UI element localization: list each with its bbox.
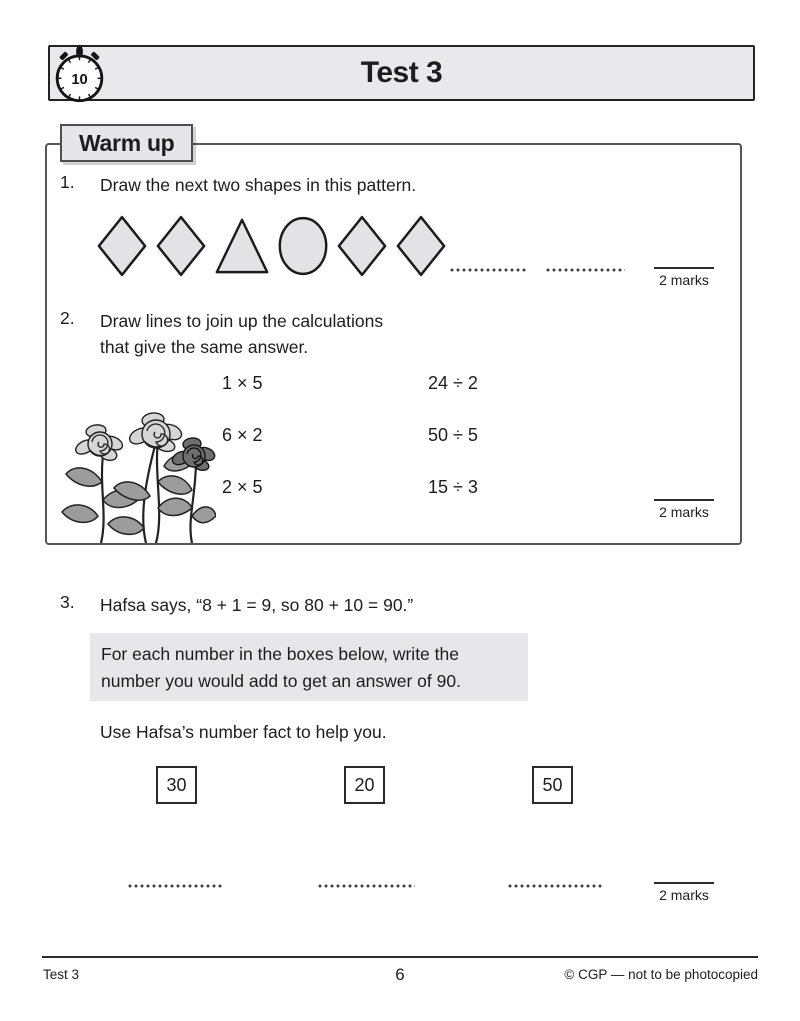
answer-dotted-line: [128, 884, 224, 888]
q1-marks: [654, 267, 714, 288]
calc-expression: 50 ÷ 5: [428, 425, 478, 445]
q2-marks: [654, 499, 714, 520]
roses-illustration: [46, 404, 216, 543]
calc-expression: 24 ÷ 2: [428, 373, 478, 393]
question-2-text-line1: Draw lines to join up the calculations: [100, 311, 384, 331]
calc-expression: 6 × 2: [222, 425, 263, 445]
calc-left-column: [222, 373, 263, 529]
highlight-line1: For each number in the boxes below, write the: [101, 644, 459, 664]
answer-dotted-line: [508, 884, 604, 888]
marks-line: [654, 267, 714, 269]
diamond-shape: [155, 214, 207, 278]
number-box: 50: [532, 766, 573, 804]
marks-text: 2 marks: [659, 887, 709, 903]
calc-expression: 2 × 5: [222, 477, 263, 497]
footer-test-name: Test 3: [43, 967, 80, 982]
marks-line: [654, 882, 714, 884]
question-1-number: 1.: [60, 172, 75, 192]
page-title: Test 3: [360, 56, 443, 89]
q3-marks: [654, 882, 714, 903]
question-2-number: 2.: [60, 308, 75, 328]
question-3-intro: Hafsa says, “8 + 1 = 9, so 80 + 10 = 90.”: [100, 595, 414, 615]
answer-dotted-line: [546, 268, 625, 272]
triangle-shape: [214, 216, 270, 276]
calc-expression: 1 × 5: [222, 373, 263, 393]
answer-dotted-line: [450, 268, 528, 272]
question-3-number: 3.: [60, 592, 75, 612]
header-bar: [48, 45, 755, 101]
footer-copyright: © CGP — not to be photocopied: [564, 967, 758, 982]
marks-text: 2 marks: [659, 504, 709, 520]
footer-divider: [42, 956, 758, 958]
question-2-text-line2: that give the same answer.: [100, 337, 309, 357]
warm-up-label: Warm up: [60, 124, 193, 162]
question-3-highlight: [90, 633, 528, 701]
number-box: 30: [156, 766, 197, 804]
diamond-shape: [96, 214, 148, 278]
question-3-hint: Use Hafsa’s number fact to help you.: [100, 722, 387, 742]
answer-dotted-line: [318, 884, 415, 888]
question-2-text: [100, 308, 383, 360]
calc-expression: 15 ÷ 3: [428, 477, 478, 497]
marks-line: [654, 499, 714, 501]
number-box: 20: [344, 766, 385, 804]
marks-text: 2 marks: [659, 272, 709, 288]
diamond-shape: [395, 214, 447, 278]
footer-page-number: 6: [395, 965, 405, 984]
circle-shape: [277, 215, 329, 277]
diamond-shape: [336, 214, 388, 278]
calc-right-column: [428, 373, 478, 529]
timer-minutes: 10: [71, 72, 88, 88]
stopwatch-timer-icon: [51, 45, 108, 104]
number-boxes-row: [156, 766, 573, 804]
pattern-shapes-row: [96, 212, 447, 280]
highlight-line2: number you would add to get an answer of 90.: [101, 671, 461, 691]
question-1-text: Draw the next two shapes in this pattern.: [100, 175, 417, 195]
